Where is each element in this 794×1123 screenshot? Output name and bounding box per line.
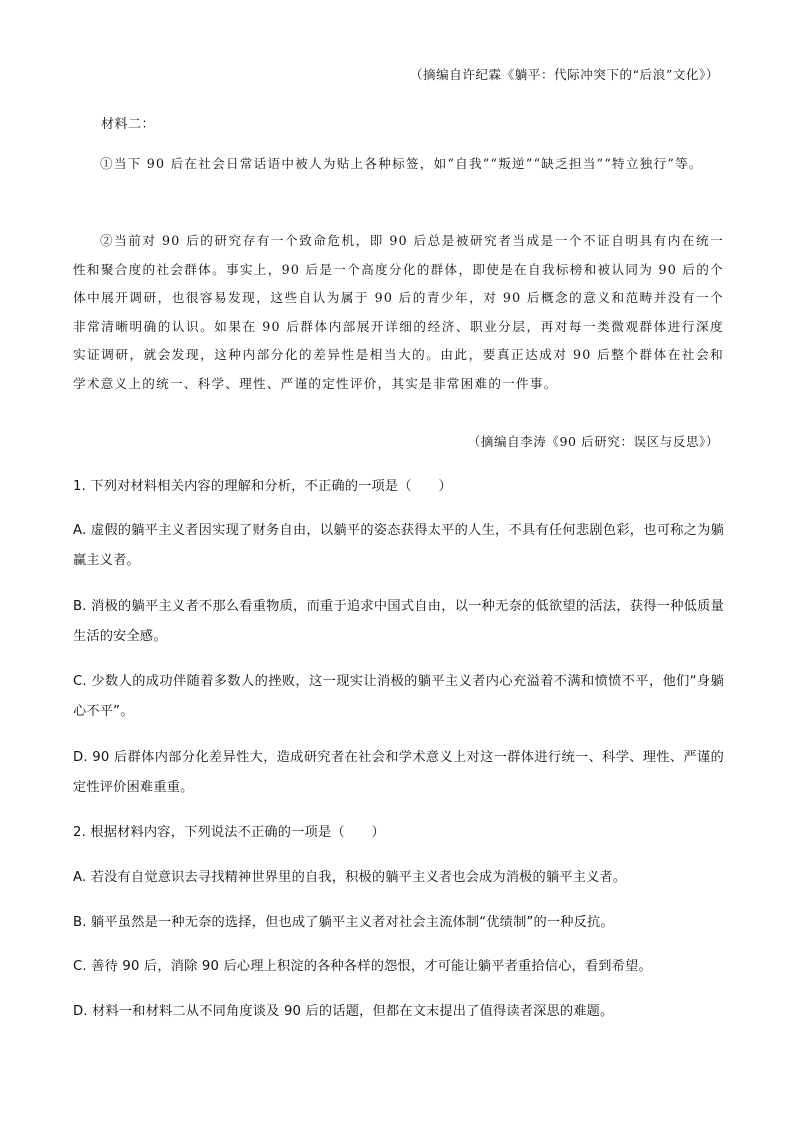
material-two-label: 材料二：: [101, 117, 156, 132]
question-2-option-b: B. 躺平虽然是一种无奈的选择，但也成了躺平主义者对社会主流体制“优绩制”的一种反抗。: [73, 915, 614, 930]
material-paragraph-2: ②当前对 90 后的研究存有一个致命危机，即 90 后总是被研究者当成是一个不证自明具有内在统一性和聚合度的社会群体。事实上，90 后是一个高度分化的群体，即使是在自我标榜和被认同为 90 后的个体中展开调研，也很容易发现，这些自认为属于 90 后的青少年，对 90 后概念的意义和范畴并没有一个非常清晰明确的认识。如果在 90 后群体内部展开详细的经济、职业分层，再对每一类微观群体进行深度实证调研，就会发现，这种内部分化的差异性是相当大的。由此，要真正达成对 90 后整个群体在社会和学术意义上的统一、科学、理性、严谨的定性评价，其实是非常困难的一件事。: [73, 233, 724, 391]
source-citation-1: （摘编自许纪霖《躺平：代际冲突下的“后浪”文化》）: [409, 67, 719, 82]
question-1-option-c: C. 少数人的成功伴随着多数人的挫败，这一现实让消极的躺平主义者内心充溢着不满和愤愤不平，他们“身躺心不平”。: [73, 674, 724, 719]
question-2-option-a: A. 若没有自觉意识去寻找精神世界里的自我，积极的躺平主义者也会成为消极的躺平主义者。: [73, 870, 627, 885]
question-1-stem: 1. 下列对材料相关内容的理解和分析，不正确的一项是（ ）: [73, 479, 452, 494]
question-2-option-c: C. 善待 90 后，消除 90 后心理上积淀的各种各样的怨恨，才可能让躺平者重拾信心，看到希望。: [73, 959, 652, 974]
question-1-option-b: B. 消极的躺平主义者不那么看重物质，而重于追求中国式自由，以一种无奈的低欲望的活法，获得一种低质量生活的安全感。: [73, 599, 724, 644]
question-2-stem: 2. 根据材料内容，下列说法不正确的一项是（ ）: [73, 825, 385, 840]
material-paragraph-1: ①当下 90 后在社会日常话语中被人为贴上各种标签，如“自我”“叛逆”“缺乏担当”“特立独行”等。: [100, 156, 703, 171]
question-1-option-a: A. 虚假的躺平主义者因实现了财务自由，以躺平的姿态获得太平的人生，不具有任何悲剧色彩，也可称之为躺赢主义者。: [73, 523, 724, 568]
question-2-option-d: D. 材料一和材料二从不同角度谈及 90 后的话题，但都在文末提出了值得读者深思的难题。: [73, 1004, 614, 1019]
question-1-option-d: D. 90 后群体内部分化差异性大，造成研究者在社会和学术意义上对这一群体进行统一、科学、理性、严谨的定性评价困难重重。: [73, 750, 724, 795]
source-citation-2: （摘编自李涛《90 后研究：误区与反思》）: [467, 434, 719, 449]
